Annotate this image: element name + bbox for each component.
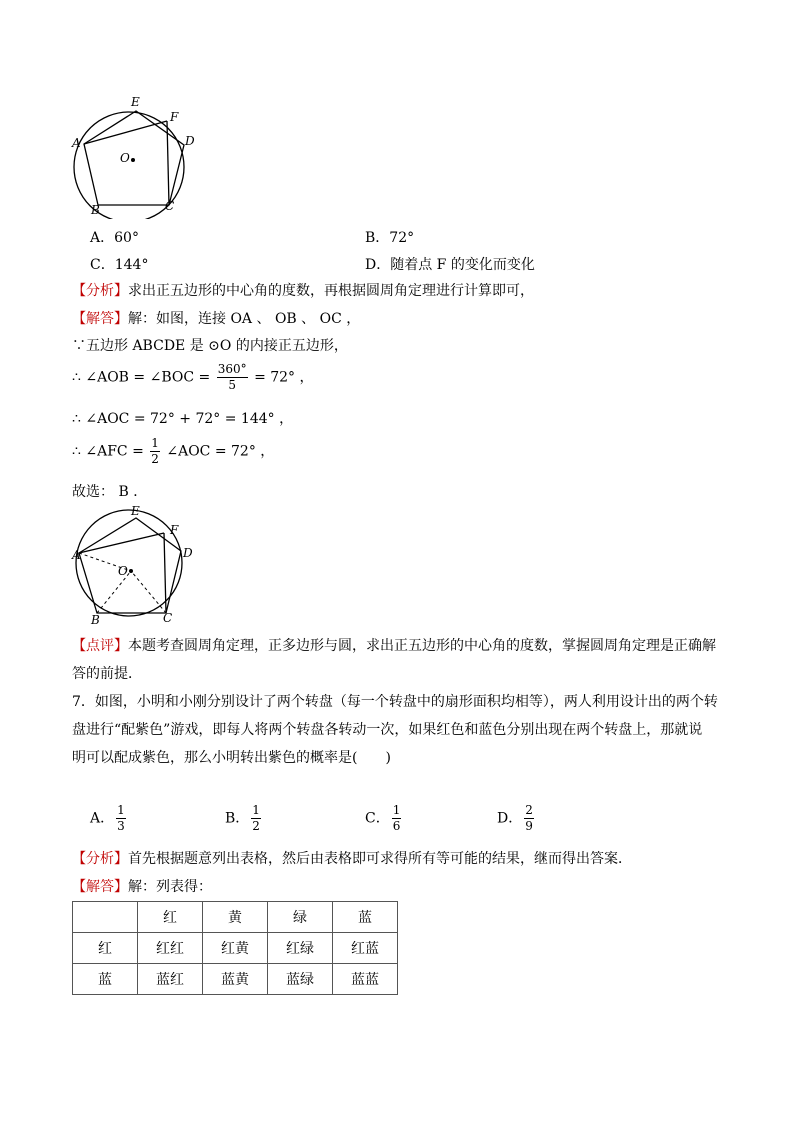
svg-text:D: D [183, 546, 193, 560]
q6-choice: 故选： B ． [72, 484, 148, 500]
table-cell: 红蓝 [333, 933, 398, 964]
q6-analysis: 【分析】求出正五边形的中心角的度数，再根据圆周角定理进行计算即可， [72, 283, 534, 299]
table-cell: 红黄 [203, 933, 268, 964]
svg-text:B: B [91, 613, 100, 627]
svg-text:C: C [163, 611, 173, 625]
table-cell [73, 902, 138, 933]
label-B: B [91, 203, 100, 217]
q7-stem-line1: 7．如图，小明和小刚分别设计了两个转盘（每一个转盘中的扇形面积均相等），两人利用设计出的两个转 [72, 694, 718, 710]
svg-text:E: E [131, 504, 140, 518]
label-F: F [170, 110, 179, 124]
q7-analysis: 【分析】首先根据题意列出表格，然后由表格即可求得所有等可能的结果，继而得出答案． [72, 851, 632, 867]
table-cell: 蓝蓝 [333, 964, 398, 995]
label-D: D [185, 134, 195, 148]
q6-comment-line2: 答的前提． [72, 666, 142, 682]
table-row [73, 964, 398, 995]
q7-option-d: D． $\frac{2}{9}$ [497, 803, 533, 833]
q6-option-a: A．60° [90, 230, 139, 246]
table-cell: 红绿 [268, 933, 333, 964]
label-E: E [131, 95, 140, 109]
label-O: O [120, 151, 130, 165]
q6-because: ∵五边形 ABCDE 是 ⊙O 的内接正五边形， [72, 338, 348, 354]
q6-option-d: D．随着点 F 的变化而变化 [365, 257, 535, 273]
label-A: A [72, 136, 81, 150]
table-cell: 蓝红 [138, 964, 203, 995]
figure-pentagon-2 [70, 503, 200, 628]
table-cell: 绿 [268, 902, 333, 933]
table-row [73, 933, 398, 964]
q6-step2: ∴ ∠AOC = 72° + 72° = 144° ， [72, 411, 294, 427]
table-cell: 红 [138, 902, 203, 933]
table-cell: 蓝 [333, 902, 398, 933]
q7-stem-line2: 盘进行“配紫色”游戏，即每人将两个转盘各转动一次，如果红色和蓝色分别出现在两个转盘上，那就说 [72, 722, 703, 738]
svg-text:O: O [118, 564, 128, 578]
q7-answer: 【解答】解：列表得： [72, 879, 212, 895]
table-cell: 蓝 [73, 964, 138, 995]
q6-answer-intro: 【解答】解：如图，连接 OA 、 OB 、 OC ， [72, 311, 361, 327]
q7-stem-line3: 明可以配成紫色，那么小明转出紫色的概率是( ) [72, 750, 391, 766]
q6-step1: ∴ ∠AOB = ∠BOC = $\frac{360^\circ}{5}$ = 72° ， [72, 362, 314, 392]
q7-option-c: C． $\frac{1}{6}$ [365, 803, 401, 833]
label-C: C [165, 199, 175, 213]
outcome-table [72, 901, 398, 995]
q6-comment-line1: 【点评】本题考查圆周角定理，正多边形与圆，求出正五边形的中心角的度数，掌握圆周角定理是正确解 [72, 638, 716, 654]
q6-option-c: C．144° [90, 257, 149, 273]
q7-option-a: A． $\frac{1}{3}$ [90, 803, 125, 833]
q7-option-b: B． $\frac{1}{2}$ [225, 803, 260, 833]
table-cell: 红 [73, 933, 138, 964]
table-cell: 蓝绿 [268, 964, 333, 995]
table-cell: 红红 [138, 933, 203, 964]
figure-pentagon-1 [70, 94, 200, 219]
q6-step3: ∴ ∠AFC = $\frac{1}{2}$ ∠AOC = 72° ， [72, 436, 275, 466]
table-header-row [73, 902, 398, 933]
svg-text:A: A [72, 548, 81, 562]
q6-option-b: B．72° [365, 230, 415, 246]
table-cell: 蓝黄 [203, 964, 268, 995]
table-cell: 黄 [203, 902, 268, 933]
svg-text:F: F [170, 523, 179, 537]
